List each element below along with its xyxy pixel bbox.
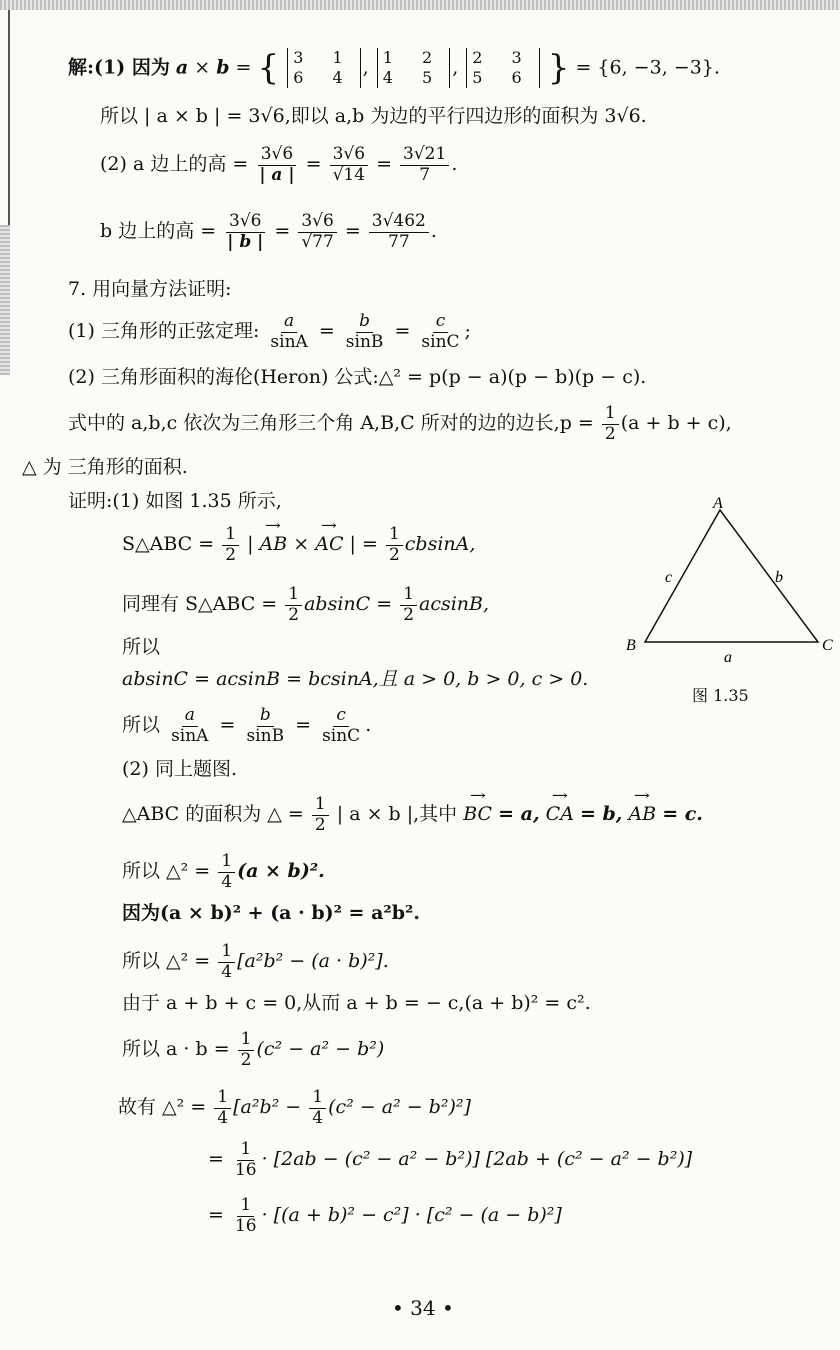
solution-line-2: 所以 | a × b | = 3√6,即以 a,b 为边的平行四边形的面积为 3√6. xyxy=(100,105,647,127)
triangle-area-note: △ 为 三角形的面积. xyxy=(22,456,188,478)
proof-2-title: (2) 同上题图. xyxy=(122,758,237,780)
determinant-3: 2 3 5 6 xyxy=(466,48,539,88)
side-c-label: c xyxy=(665,569,673,586)
vertex-C-label: C xyxy=(822,637,833,654)
area-squared-line: 所以 △² = $\frac{1}{4}$ (a × b)². xyxy=(122,851,325,892)
area-squared-line-2: 所以 △² = $\frac{1}{4}$ [a²b² − (a · b)²]. xyxy=(122,941,389,982)
solution-line-1: 解:(1) 因为 a × b = { 3 1 6 4 , 1 2 4 5 , 2 3 5 6 } = {6, −3, −3}. xyxy=(68,48,720,88)
determinant-2: 1 2 4 5 xyxy=(377,48,450,88)
therefore-line: 故有 △² = $\frac{1}{4}$ [a²b² − $\frac{1}{4}$ (c² − a² − b²)²] xyxy=(118,1087,471,1128)
figure-caption: 图 1.35 xyxy=(692,686,749,705)
solution-label: 解:(1) 因为 xyxy=(68,56,170,79)
sum-zero-line: 由于 a + b + c = 0,从而 a + b = − c,(a + b)² = c². xyxy=(122,992,591,1014)
determinant-1: 3 1 6 4 xyxy=(287,48,360,88)
so-line: 所以 xyxy=(122,636,161,658)
area-formula-line: S△ABC = $\frac{1}{2}$ | → AB × → AC | = $\frac{1}{2}$ cbsinA, xyxy=(122,525,475,565)
dot-product-line: 所以 a · b = $\frac{1}{2}$ (c² − a² − b²) xyxy=(122,1029,385,1070)
height-b-line: b 边上的高 = $\frac{3√6}{| b |}$ = $\frac{3√6}{√77}$ = $\frac{3√462}{77}$ . xyxy=(100,211,437,252)
side-b-label: b xyxy=(775,569,783,586)
vertex-B-label: B xyxy=(626,637,636,654)
expansion-line-1: = $\frac{1}{16}$ · [2ab − (c² − a² − b²)] [2ab + (c² − a² − b²)] xyxy=(208,1139,693,1180)
scan-top-band xyxy=(0,0,840,10)
triangle-figure xyxy=(620,490,840,690)
area-vector-line: △ABC 的面积为 △ = $\frac{1}{2}$ | a × b |,其中 → BC = a, → CA = b, → AB = c. xyxy=(122,795,703,835)
equality-line: absinC = acsinB = bcsinA,且 a > 0, b > 0, c > 0. xyxy=(122,668,589,690)
similarly-line: 同理有 S△ABC = $\frac{1}{2}$ absinC = $\frac{1}{2}$ acsinB, xyxy=(122,584,490,625)
page-number: • 34 • xyxy=(392,1296,454,1320)
proof-1-title: 证明:(1) 如图 1.35 所示, xyxy=(68,490,282,512)
expansion-line-2: = $\frac{1}{16}$ · [(a + b)² − c²] · [c² − (a − b)²] xyxy=(208,1195,562,1236)
problem-7-title: 7. 用向量方法证明: xyxy=(68,278,232,300)
sine-law-line: (1) 三角形的正弦定理: $\frac{a}{\sin A}$ = $\frac{b}{\sin B}$ = $\frac{c}{\sin C}$ ; xyxy=(68,311,471,352)
definitions-line: 式中的 a,b,c 依次为三角形三个角 A,B,C 所对的边的边长,p = $\frac{1}{2}$ (a + b + c), xyxy=(68,403,732,444)
heron-line: (2) 三角形面积的海伦(Heron) 公式:△² = p(p − a)(p − b)(p − c). xyxy=(68,366,647,388)
scan-left-line xyxy=(8,10,10,225)
height-a-line: (2) a 边上的高 = $\frac{3√6}{| a |}$ = $\frac{3√6}{√14}$ = $\frac{3√21}{7}$ . xyxy=(100,144,458,185)
vertex-A-label: A xyxy=(713,495,723,512)
sine-law-result: 所以 $\frac{a}{\sin A}$ = $\frac{b}{\sin B}$ = $\frac{c}{\sin C}$ . xyxy=(122,705,372,746)
side-a-label: a xyxy=(724,649,732,666)
identity-line: 因为(a × b)² + (a · b)² = a²b². xyxy=(122,902,420,924)
scan-left-edge xyxy=(0,225,10,375)
